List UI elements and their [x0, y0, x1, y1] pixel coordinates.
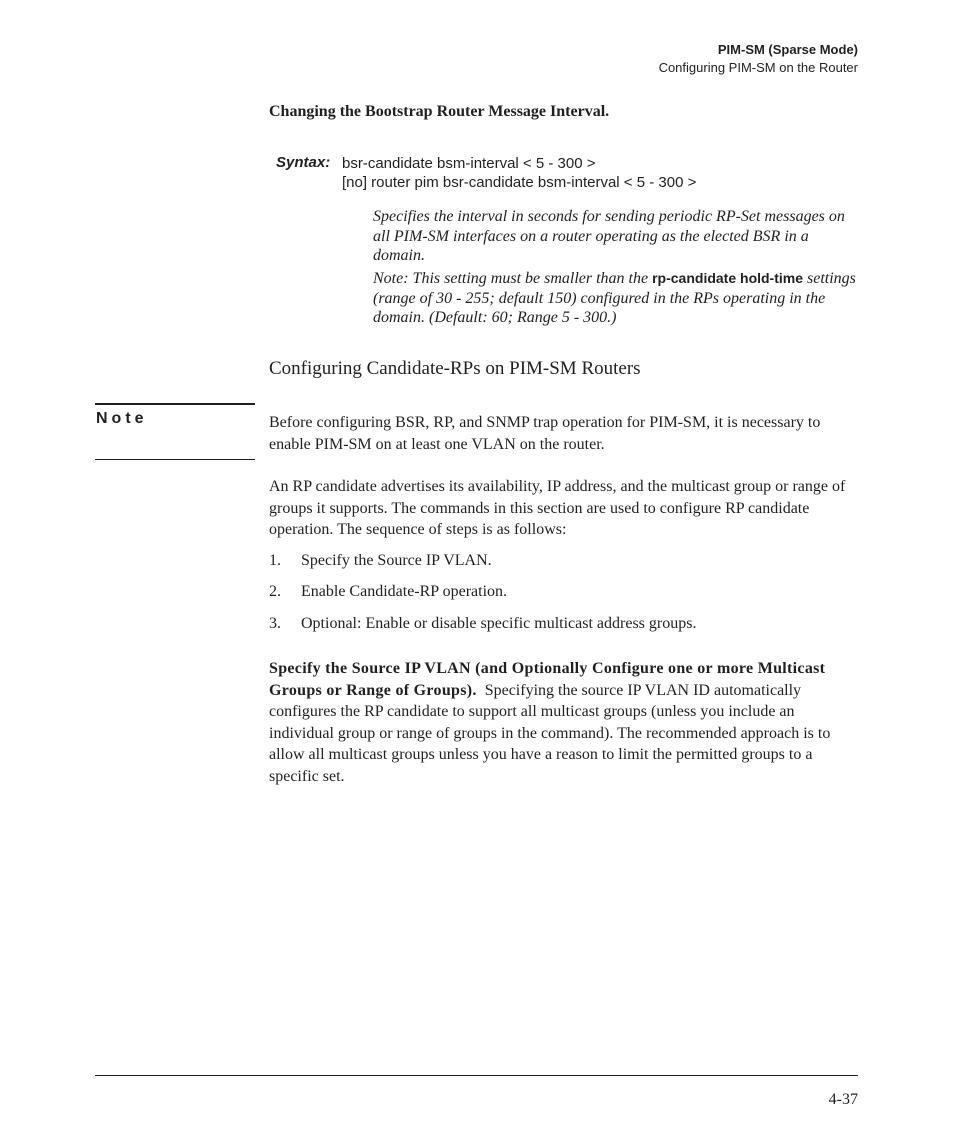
syntax-description: Specifies the interval in seconds for sending periodic RP-Set messages on all PIM-SM interfaces on a router operating as the elected BSR in a domain. — [373, 208, 845, 264]
syntax-note-keyword: rp-candidate hold-time — [652, 270, 804, 286]
list-item-number: 1. — [269, 552, 281, 569]
subheading: Changing the Bootstrap Router Message Interval. — [269, 103, 610, 120]
note-label: Note — [96, 410, 148, 427]
note-top-rule — [95, 403, 255, 405]
source-vlan-heading: Specify the Source IP VLAN (and Optionally Configure one or more Multicast Groups or Range of Groups). — [269, 660, 826, 699]
syntax-note — [373, 269, 857, 328]
note-text: Before configuring BSR, RP, and SNMP trap operation for PIM-SM, it is necessary to enable PIM-SM on at least one VLAN on the router. — [269, 414, 821, 453]
note-bottom-rule — [95, 459, 255, 460]
list-item-text: Optional: Enable or disable specific multicast address groups. — [301, 615, 697, 632]
list-item — [269, 551, 492, 571]
list-item — [269, 582, 507, 602]
running-header-chapter: PIM-SM (Sparse Mode) — [717, 42, 858, 57]
source-vlan-body: Specifying the source IP VLAN ID automatically configures the RP candidate to support all multicast groups (unless you include an individual group or range of groups in the command). The recommended approach is to allow all multicast groups unless you have a reason to limit the permitted groups to a specific set. — [269, 681, 831, 785]
list-item-text: Enable Candidate-RP operation. — [301, 583, 508, 600]
section-title: Configuring Candidate-RPs on PIM-SM Routers — [269, 358, 641, 379]
syntax-command-2: [no] router pim bsr-candidate bsm-interval < 5 - 300 > — [342, 174, 697, 191]
syntax-command-1: bsr-candidate bsm-interval < 5 - 300 > — [342, 155, 596, 172]
page-number: 4-37 — [828, 1091, 858, 1108]
running-header-section: Configuring PIM-SM on the Router — [658, 60, 858, 75]
list-item-number: 2. — [269, 583, 281, 600]
syntax-note-suffix: settings (range of 30 - 255; default 150) configured in the RPs operating in the domain. (Default: 60; Range 5 - 300.) — [373, 270, 856, 326]
intro-paragraph: An RP candidate advertises its availability, IP address, and the multicast group or range of groups it supports. The commands in this section are used to configure RP candidate operation. The sequence of steps is as follows: — [269, 478, 846, 538]
list-item-text: Specify the Source IP VLAN. — [301, 552, 492, 569]
source-vlan-paragraph — [269, 658, 859, 787]
syntax-label: Syntax: — [276, 154, 331, 171]
list-item-number: 3. — [269, 615, 281, 632]
list-item — [269, 614, 696, 634]
syntax-note-prefix: Note: This setting must be smaller than the — [373, 270, 653, 287]
footer-rule — [95, 1075, 858, 1076]
